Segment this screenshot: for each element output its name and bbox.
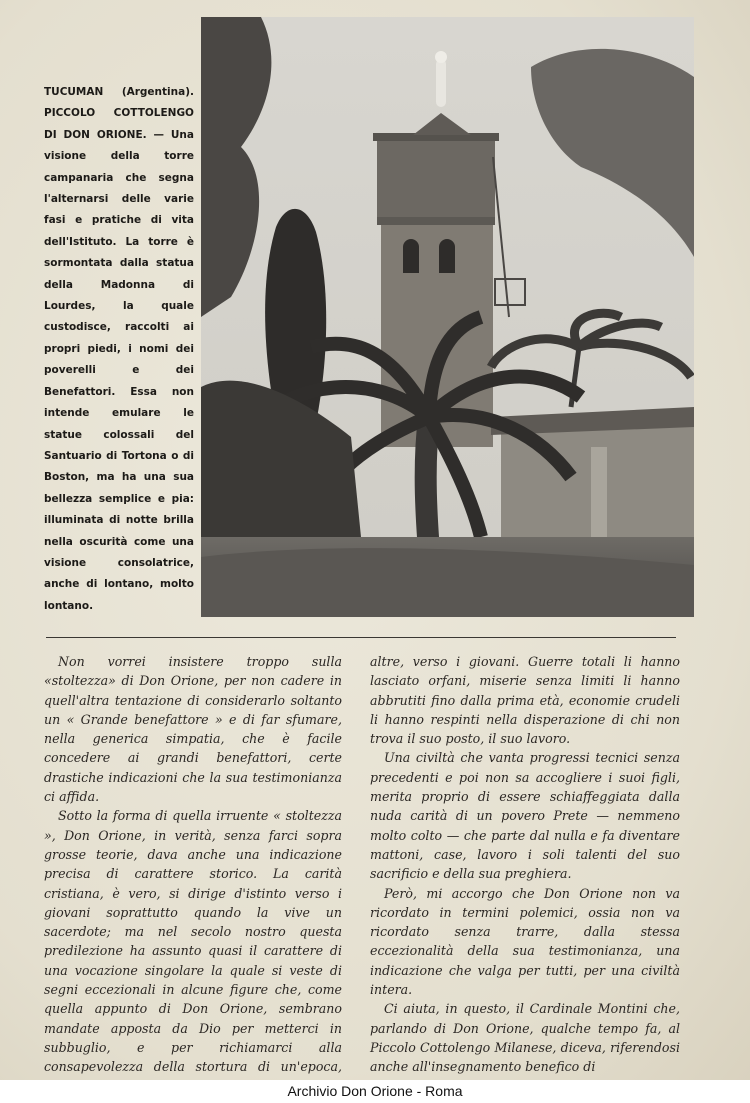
paragraph: altre, verso i giovani. Guerre totali li hanno lasciato orfani, miserie senza limiti li hanno abbrutiti fino dalla prima età, economie crudeli li hanno respinti nella disperazione di chi non trova il suo posto, il suo lavoro. — [370, 654, 680, 747]
paragraph: Non vorrei insistere troppo sulla «stoltezza» di Don Orione, per non cadere in quell'altra tentazione di considerarlo soltanto un « Grande benefattore » e di far sfumare, nella generica simpatia, che è facile concedere ai grandi benefattori, certe drastiche indicazioni che la sua testimonianza ci affida. — [44, 654, 342, 805]
paragraph: Però, mi accorgo che Don Orione non va ricordato in termini polemici, ossia non va ricordato senza trarre, dalla stessa eccezionalità della sua testimonianza, una indicazione che valga per tutti, per una civiltà intera. — [370, 885, 680, 998]
bell-tower-photo — [201, 17, 694, 617]
paragraph: Sotto la forma di quella irruente « stoltezza », Don Orione, in verità, senza farci sopra grosse teorie, dava anche una indicazione precisa di carattere storico. La carità cristiana, è vero, si dirige d'istinto verso i giovani soprattutto quando la vive un sacerdote; ma nel secolo nostro questa predilezione ha assunto quasi il carattere di una vocazione singolare la quale si veste di segni eccezionali in alcune figure che, come quella appunto di Don Orione, sembrano mandate apposta da Dio per metterci in subbuglio, e per richiamarci alla consapevolezza della stortura di un'epoca, — [44, 808, 342, 1075]
archive-label: Archivio Don Orione - Roma — [0, 1080, 750, 1103]
photo-caption: TUCUMAN (Argentina). PICCOLO COTTOLENGO DI DON ORIONE. — Una visione della torre campanaria che segna l'alternarsi delle varie fasi e pratiche di vita dell'Istituto. La torre è sormontata dalla statua della Madonna di Lourdes, la quale custodisce, raccolti ai propri piedi, i nomi dei poverelli e dei Benefattori. Essa non intende emulare le statue colossali del Santuario di Tortona o di Boston, ma ha una sua bellezza semplice e pia: illuminata di notte brilla nella oscurità come una visione consolatrice, anche di lontano, molto lontano. — [44, 86, 194, 612]
section-divider — [46, 637, 676, 638]
paragraph: Una civiltà che vanta progressi tecnici senza precedenti e poi non sa accogliere i suoi figli, merita proprio di essere schiaffeggiata dalla nuda carità di un povero Prete — nemmeno molto colto — che parte dal nulla e fa diventare mattoni, case, lavoro i soli talenti del suo sacrificio e della sua preghiera. — [370, 750, 680, 882]
article-column-left — [44, 652, 342, 1096]
article-column-right — [370, 652, 680, 1077]
paragraph: Ci aiuta, in questo, il Cardinale Montini che, parlando di Don Orione, qualche tempo fa, al Piccolo Cottolengo Milanese, diceva, riferendosi anche all'insegnamento benefico di — [370, 1001, 680, 1075]
